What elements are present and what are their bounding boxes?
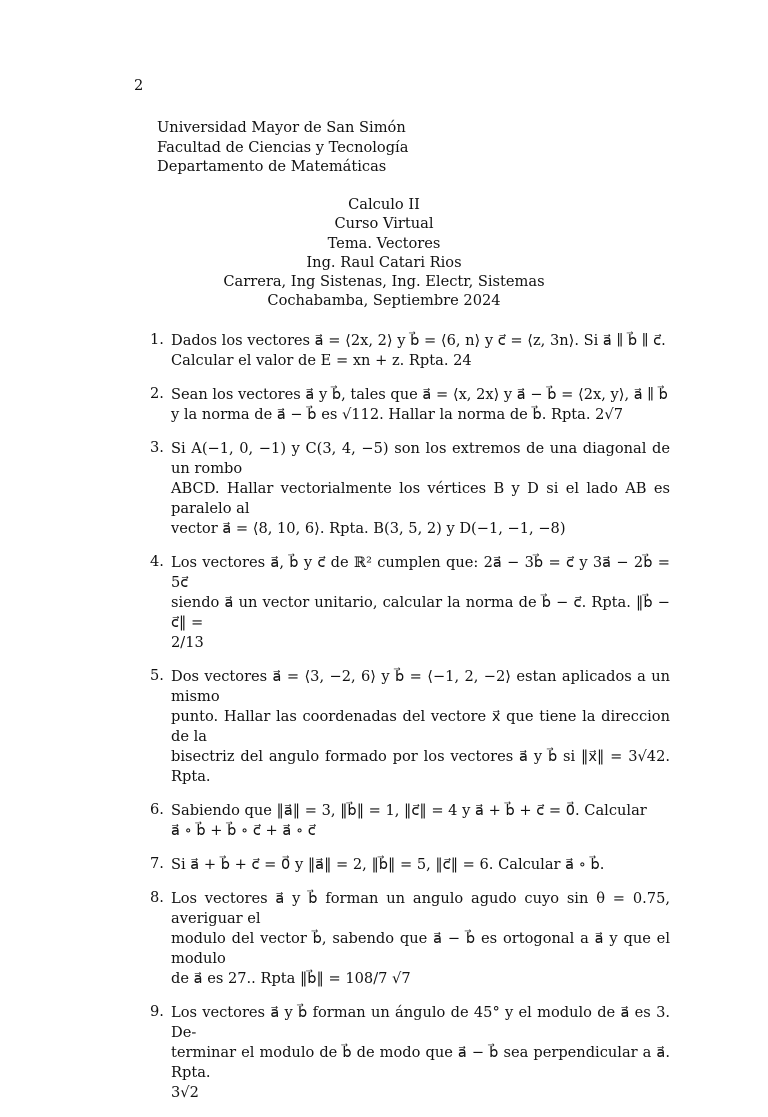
- problem-line: de a⃗ es 27.. Rpta ‖b⃗‖ = 108/7 √7: [171, 970, 411, 987]
- problem-1: [150, 331, 670, 371]
- problem-line: y la norma de a⃗ − b⃗ es √112. Hallar la norma de b⃗. Rpta. 2√7: [171, 406, 624, 423]
- institution-block: [157, 118, 408, 177]
- problem-number: 5.: [150, 667, 164, 684]
- problem-line: a⃗ ∘ b⃗ + b⃗ ∘ c⃗ + a⃗ ∘ c⃗: [171, 822, 316, 839]
- problem-line: Los vectores a⃗ y b⃗ forman un angulo agudo cuyo sin θ = 0.75, averiguar el: [171, 890, 670, 927]
- problem-line: siendo a⃗ un vector unitario, calcular la norma de b⃗ − c⃗. Rpta. ‖b⃗ − c⃗‖ =: [171, 594, 670, 631]
- problem-number: 2.: [150, 385, 164, 402]
- problem-number: 4.: [150, 553, 164, 570]
- problem-number: 1.: [150, 331, 164, 348]
- problem-line: Dos vectores a⃗ = ⟨3, −2, 6⟩ y b⃗ = ⟨−1, 2, −2⟩ estan aplicados a un mismo: [171, 668, 670, 705]
- faculty-name: Facultad de Ciencias y Tecnología: [157, 138, 409, 156]
- problem-2: [150, 385, 670, 425]
- problem-number: 3.: [150, 439, 164, 456]
- problem-line: 2/13: [171, 634, 204, 651]
- problem-number: 9.: [150, 1003, 164, 1020]
- university-name: Universidad Mayor de San Simón: [157, 119, 406, 136]
- problem-line: Si a⃗ + b⃗ + c⃗ = 0⃗ y ‖a⃗‖ = 2, ‖b⃗‖ = 5, ‖c⃗‖ = 6. Calcular a⃗ ∘ b⃗.: [171, 856, 605, 873]
- problem-line: vector a⃗ = ⟨8, 10, 6⟩. Rpta. B(3, 5, 2) y D(−1, −1, −8): [171, 520, 566, 537]
- course-header: [0, 195, 768, 311]
- problem-line: 3√2: [171, 1084, 199, 1101]
- problem-line: terminar el modulo de b⃗ de modo que a⃗ − b⃗ sea perpendicular a a⃗. Rpta.: [171, 1044, 670, 1081]
- problem-4: [150, 553, 670, 653]
- problem-number: 7.: [150, 855, 164, 872]
- problem-line: Sabiendo que ‖a⃗‖ = 3, ‖b⃗‖ = 1, ‖c⃗‖ = 4 y a⃗ + b⃗ + c⃗ = 0⃗. Calcular: [171, 802, 647, 819]
- problem-line: ABCD. Hallar vectorialmente los vértices B y D si el lado AB es paralelo al: [171, 480, 670, 517]
- problem-line: modulo del vector b⃗, sabendo que a⃗ − b⃗ es ortogonal a a⃗ y que el modulo: [171, 930, 670, 967]
- problem-line: Los vectores a⃗ y b⃗ forman un ángulo de 45° y el modulo de a⃗ es 3. De-: [171, 1004, 670, 1041]
- problem-line: Si A(−1, 0, −1) y C(3, 4, −5) son los extremos de una diagonal de un rombo: [171, 440, 670, 477]
- course-place-date: Cochabamba, Septiembre 2024: [267, 292, 501, 310]
- course-instructor: Ing. Raul Catari Rios: [306, 253, 462, 271]
- problem-line: bisectriz del angulo formado por los vectores a⃗ y b⃗ si ‖x⃗‖ = 3√42. Rpta.: [171, 748, 670, 785]
- problem-line: Sean los vectores a⃗ y b⃗, tales que a⃗ = ⟨x, 2x⟩ y a⃗ − b⃗ = ⟨2x, y⟩, a⃗ ∥ b⃗: [171, 386, 668, 403]
- problem-list: [150, 331, 670, 1117]
- problem-6: [150, 801, 670, 841]
- problem-5: [150, 667, 670, 787]
- problem-8: [150, 889, 670, 989]
- problem-9: [150, 1003, 670, 1103]
- problem-line: Dados los vectores a⃗ = ⟨2x, 2⟩ y b⃗ = ⟨6, n⟩ y c⃗ = ⟨z, 3n⟩. Si a⃗ ∥ b⃗ ∥ c⃗.: [171, 332, 666, 349]
- problem-number: 8.: [150, 889, 164, 906]
- department-name: Departamento de Matemáticas: [157, 158, 387, 175]
- problem-line: punto. Hallar las coordenadas del vectore x⃗ que tiene la direccion de la: [171, 708, 670, 745]
- course-topic: Tema. Vectores: [327, 234, 441, 252]
- course-title: Calculo II: [348, 196, 420, 213]
- page-number: 2: [134, 77, 144, 94]
- problem-3: [150, 439, 670, 539]
- problem-number: 6.: [150, 801, 164, 818]
- problem-line: Calcular el valor de E = xn + z. Rpta. 24: [171, 352, 472, 369]
- course-careers: Carrera, Ing Sistenas, Ing. Electr, Sistemas: [223, 273, 545, 291]
- problem-7: [150, 855, 670, 875]
- problem-line: Los vectores a⃗, b⃗ y c⃗ de ℝ² cumplen que: 2a⃗ − 3b⃗ = c⃗ y 3a⃗ − 2b⃗ = 5c⃗: [171, 554, 670, 591]
- course-mode: Curso Virtual: [334, 215, 434, 233]
